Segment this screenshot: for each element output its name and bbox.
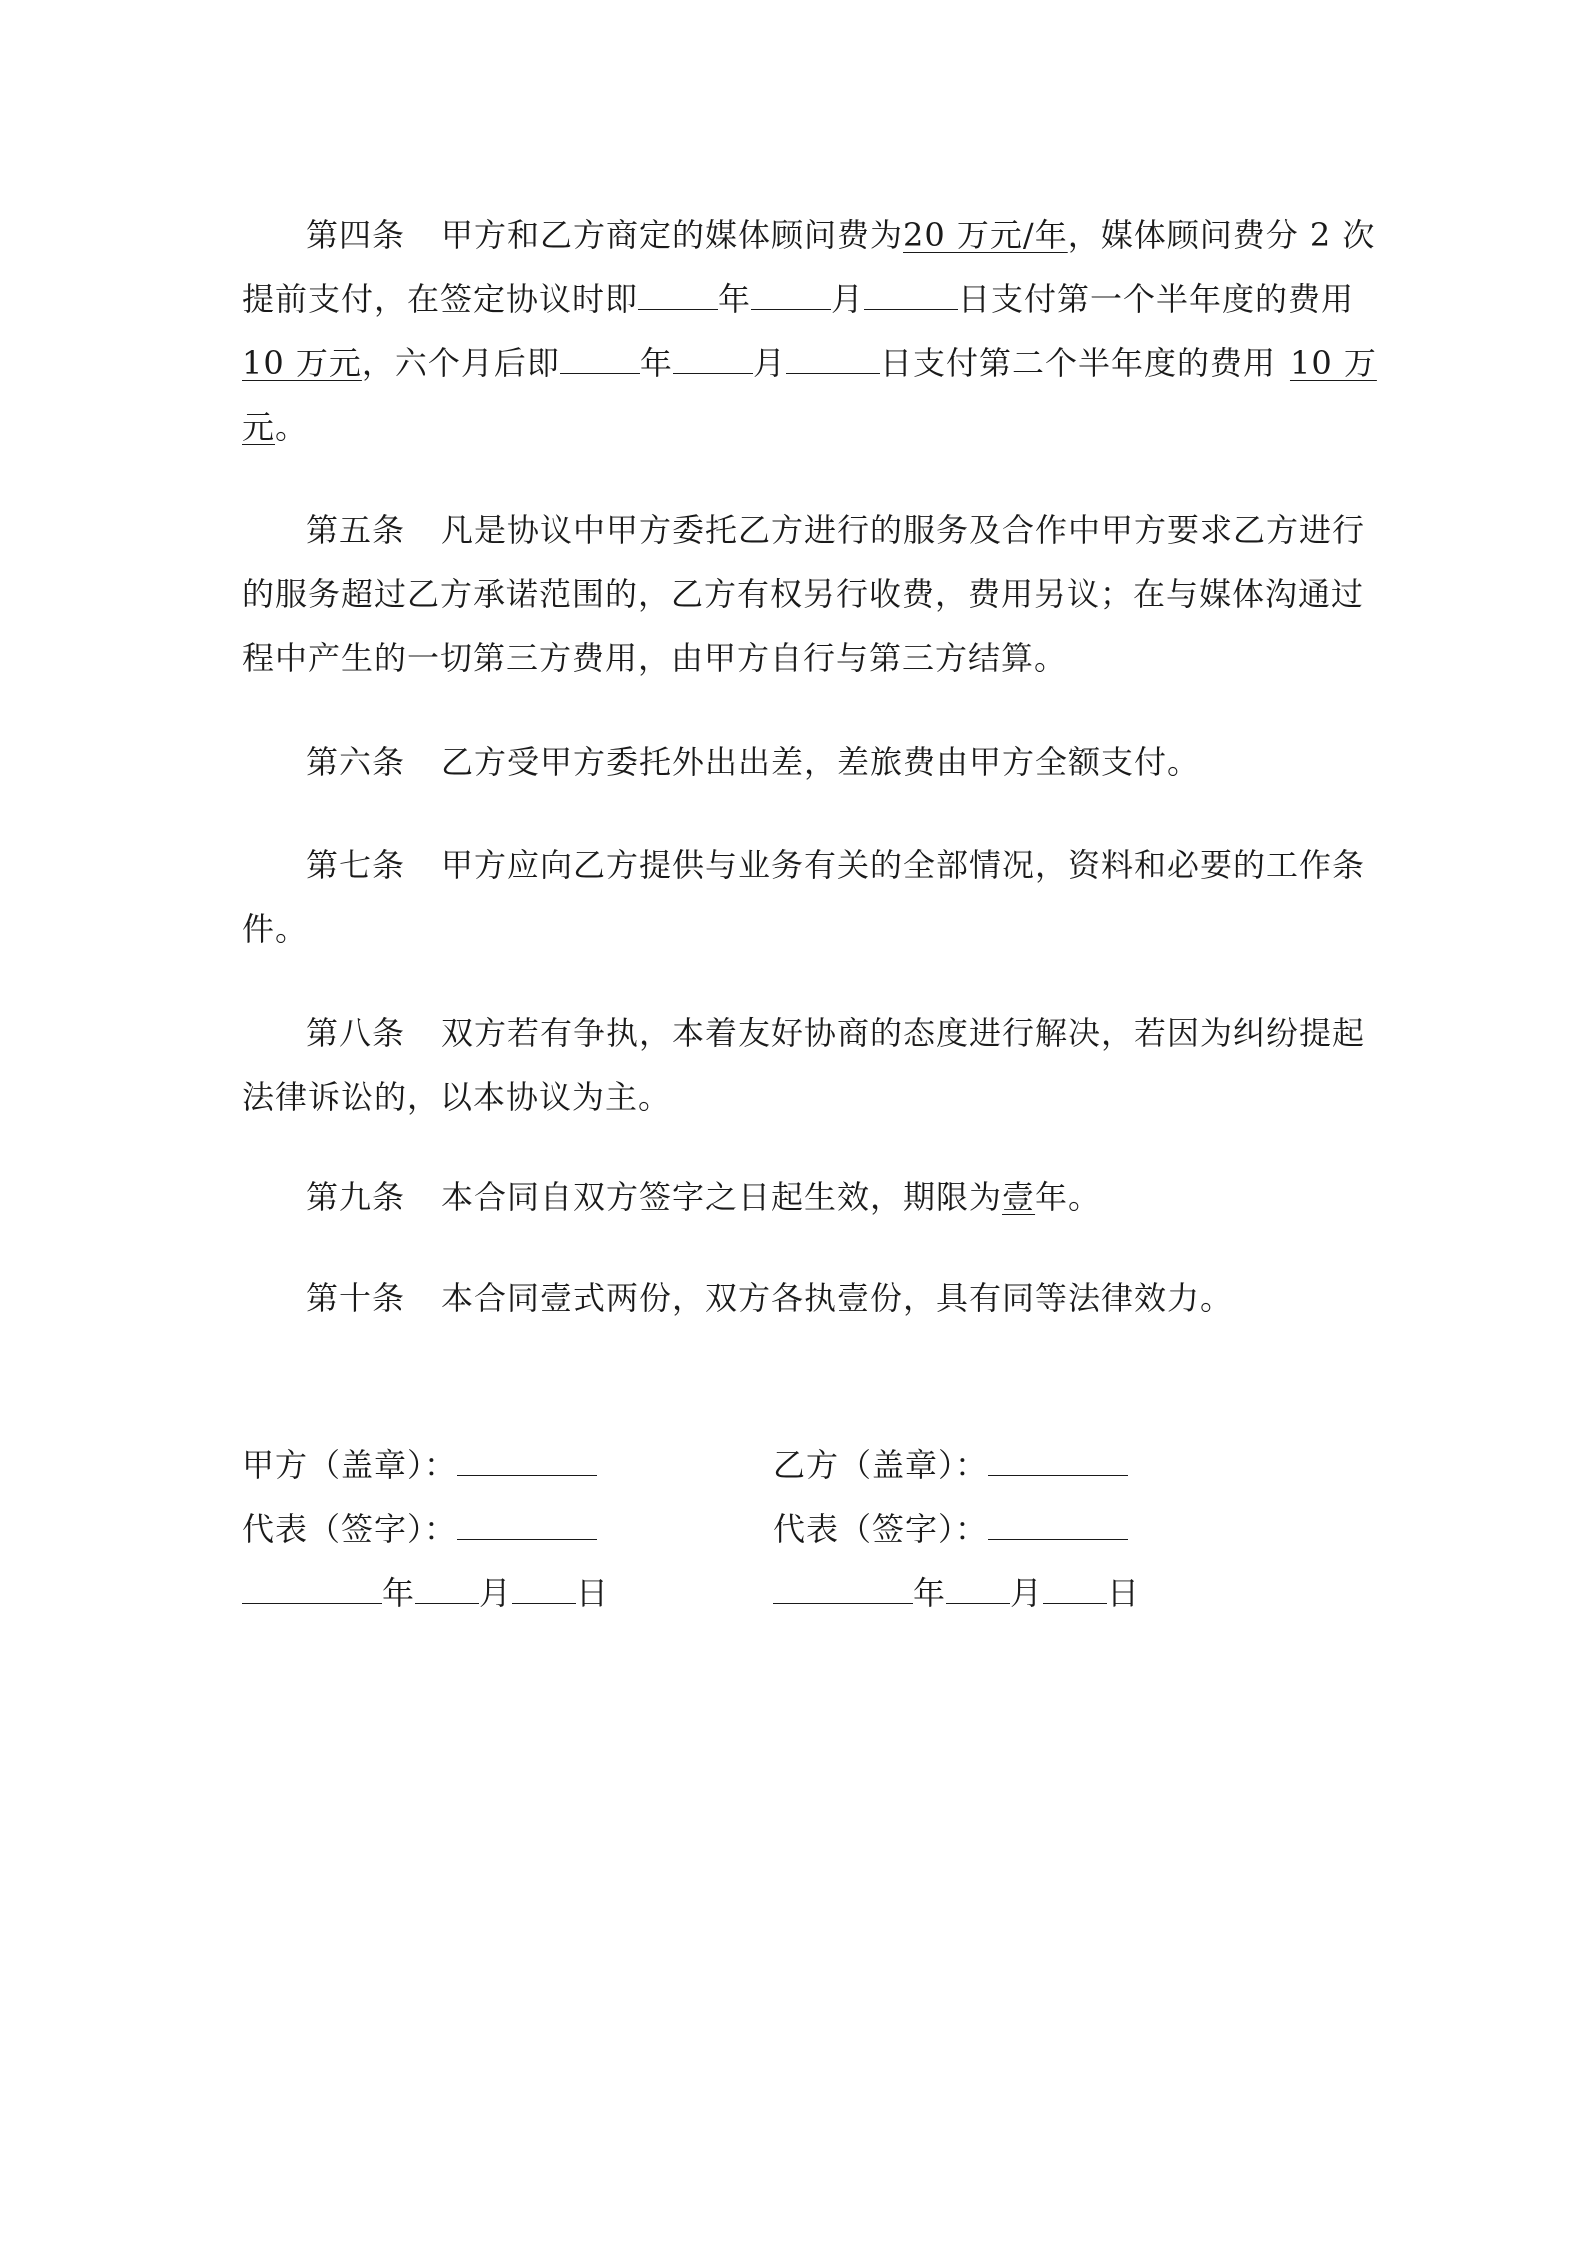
article-4-line-4 — [242, 395, 1342, 459]
year-label: 年 — [913, 1574, 947, 1612]
article-4-line-2 — [242, 267, 1355, 331]
article-7-text: 甲方应向乙方提供与业务有关的全部情况，资料和必要的工作条 — [441, 846, 1366, 884]
article-4-text: 甲方和乙方商定的媒体顾问费为 — [441, 216, 904, 254]
article-5-text: 凡是协议中甲方委托乙方进行的服务及合作中甲方要求乙方进行 — [441, 511, 1366, 549]
party-a-seal-blank — [457, 1445, 597, 1476]
party-a-rep-label: 代表（签字）： — [242, 1510, 458, 1548]
party-a-month-blank — [415, 1573, 479, 1604]
month-label: 月 — [752, 344, 786, 382]
first-payment-amount: 10 万元 — [242, 344, 362, 382]
year-label: 年 — [718, 280, 752, 318]
article-4-text: ，媒体顾问费分 2 次 — [1067, 216, 1376, 254]
party-a-date-line — [242, 1561, 609, 1625]
article-9-line-1 — [242, 1165, 1342, 1229]
party-b-seal-blank — [988, 1445, 1128, 1476]
article-5-line-2: 的服务超过乙方承诺范围的，乙方有权另行收费，费用另议；在与媒体沟通过 — [242, 575, 1365, 613]
first-payment-year-blank — [638, 279, 718, 310]
article-7-number: 第七条 — [306, 846, 406, 884]
article-10-line-1 — [242, 1266, 1342, 1330]
article-10 — [242, 1266, 1342, 1330]
article-9 — [242, 1165, 1342, 1229]
year-label: 年 — [639, 344, 673, 382]
article-4-text: 日支付第一个半年度的费用 — [958, 280, 1355, 318]
party-b-day-blank — [1043, 1573, 1107, 1604]
article-8 — [242, 1001, 1366, 1129]
first-payment-day-blank — [864, 279, 958, 310]
month-label: 月 — [479, 1574, 513, 1612]
party-b-year-blank — [773, 1573, 913, 1604]
article-7-line-2: 件。 — [242, 910, 309, 948]
month-label: 月 — [831, 280, 865, 318]
party-a-year-blank — [242, 1573, 382, 1604]
second-payment-year-blank — [560, 343, 640, 374]
article-6-number: 第六条 — [306, 743, 406, 781]
party-b-rep-line — [773, 1497, 1128, 1561]
article-8-line-1 — [242, 1001, 1366, 1065]
article-8-number: 第八条 — [306, 1014, 406, 1052]
day-label: 日 — [1107, 1574, 1141, 1612]
article-4-text: 提前支付，在签定协议时即 — [242, 280, 639, 318]
annual-fee: 20 万元/年 — [903, 216, 1068, 254]
article-9-text: 年。 — [1035, 1178, 1102, 1216]
month-label: 月 — [1010, 1574, 1044, 1612]
article-5 — [242, 498, 1366, 690]
party-a-rep-blank — [457, 1509, 597, 1540]
party-b-date-line — [773, 1561, 1140, 1625]
article-4-text: 日支付第二个半年度的费用 — [879, 344, 1276, 382]
article-10-number: 第十条 — [306, 1279, 406, 1317]
contract-term: 壹 — [1002, 1178, 1036, 1216]
article-7-line-1 — [242, 833, 1366, 897]
article-5-line-3: 程中产生的一切第三方费用，由甲方自行与第三方结算。 — [242, 639, 1068, 677]
second-payment-amount: 10 万 — [1289, 344, 1377, 382]
article-9-number: 第九条 — [306, 1178, 406, 1216]
party-a-rep-line — [242, 1497, 597, 1561]
article-6-text: 乙方受甲方委托外出出差，差旅费由甲方全额支付。 — [441, 743, 1201, 781]
party-b-rep-blank — [988, 1509, 1128, 1540]
article-4-line-1 — [242, 203, 1376, 267]
second-payment-amount-unit: 元 — [242, 408, 276, 446]
article-4-text: 。 — [275, 408, 309, 446]
party-b-rep-label: 代表（签字）： — [773, 1510, 989, 1548]
day-label: 日 — [576, 1574, 610, 1612]
second-payment-month-blank — [673, 343, 753, 374]
article-4 — [242, 203, 1377, 459]
first-payment-month-blank — [751, 279, 831, 310]
party-a-seal-line — [242, 1433, 597, 1497]
article-7 — [242, 833, 1366, 961]
second-payment-day-blank — [786, 343, 880, 374]
party-b-month-blank — [946, 1573, 1010, 1604]
article-5-number: 第五条 — [306, 511, 406, 549]
article-10-text: 本合同壹式两份，双方各执壹份，具有同等法律效力。 — [441, 1279, 1234, 1317]
party-b-seal-label: 乙方（盖章）： — [773, 1446, 989, 1484]
article-6-line-1 — [242, 730, 1342, 794]
article-4-text: ，六个月后即 — [361, 344, 560, 382]
party-a-day-blank — [512, 1573, 576, 1604]
article-8-line-2: 法律诉讼的，以本协议为主。 — [242, 1078, 672, 1116]
year-label: 年 — [382, 1574, 416, 1612]
article-5-line-1 — [242, 498, 1366, 562]
article-6 — [242, 730, 1342, 794]
party-b-seal-line — [773, 1433, 1128, 1497]
article-9-text: 本合同自双方签字之日起生效，期限为 — [441, 1178, 1003, 1216]
article-8-text: 双方若有争执，本着友好协商的态度进行解决，若因为纠纷提起 — [441, 1014, 1366, 1052]
article-4-line-3 — [242, 331, 1377, 395]
article-4-number: 第四条 — [306, 216, 406, 254]
party-a-seal-label: 甲方（盖章）： — [242, 1446, 458, 1484]
